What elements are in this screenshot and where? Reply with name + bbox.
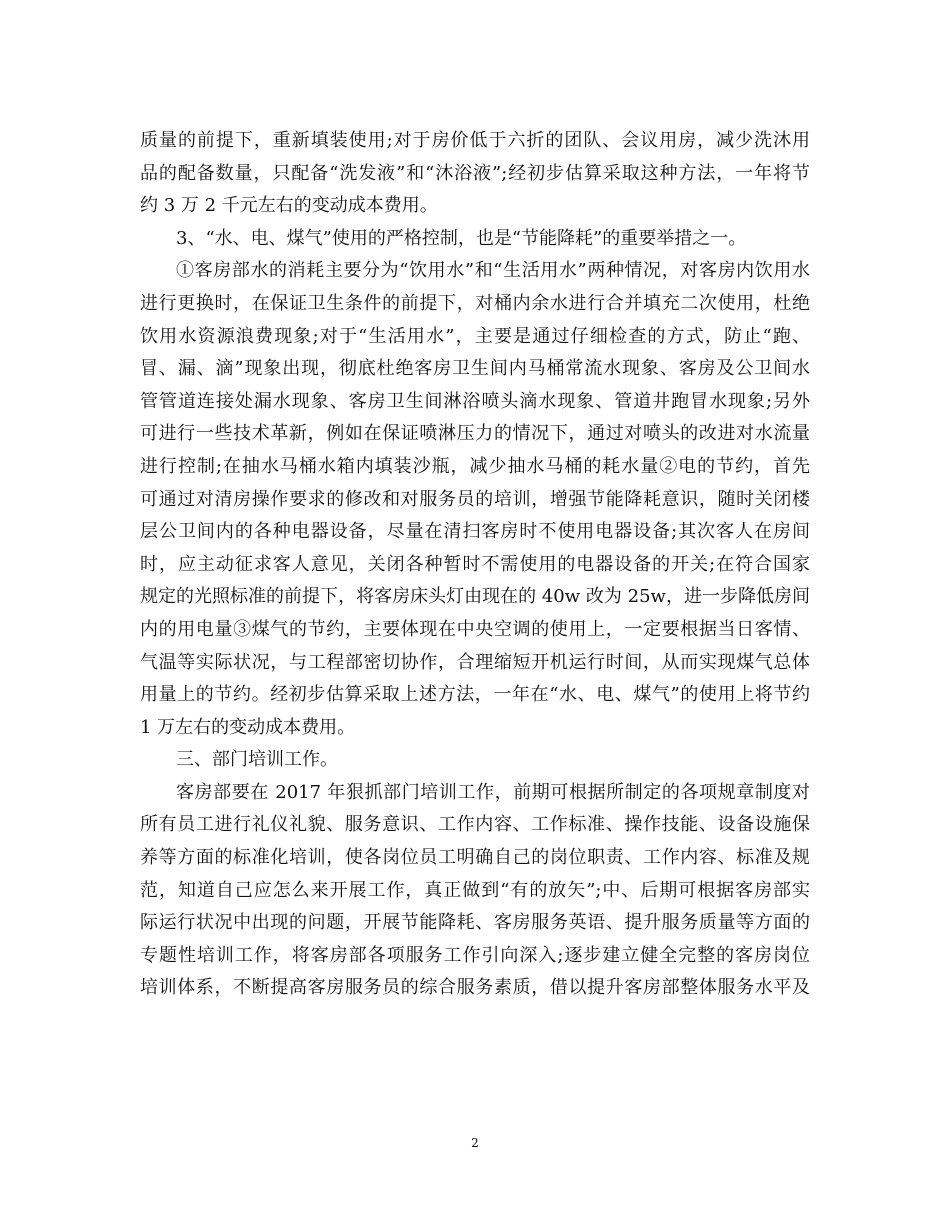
text-line: 层公卫间内的各种电器设备，尽量在清扫客房时不使用电器设备;其次客人在房间 — [140, 521, 810, 543]
text-line: 养等方面的标准化培训，使各岗位员工明确自己的岗位职责、工作内容、标准及规 — [140, 847, 810, 869]
page-number: 2 — [471, 1136, 479, 1150]
text-line: 内的用电量③煤气的节约，主要体现在中央空调的使用上，一定要根据当日客情、 — [140, 618, 810, 640]
text-line: 气温等实际状况，与工程部密切协作，合理缩短开机运行时间，从而实现煤气总体 — [140, 651, 810, 673]
text-line: 可进行一些技术革新，例如在保证喷淋压力的情况下，通过对喷头的改进对水流量 — [140, 423, 810, 445]
text-line: ①客房部水的消耗主要分为“饮用水”和“生活用水”两种情况，对客房内饮用水 — [176, 260, 810, 282]
text-line: 用量上的节约。经初步估算采取上述方法，一年在“水、电、煤气”的使用上将节约 — [140, 684, 810, 706]
text-line: 1 万左右的变动成本费用。 — [140, 716, 356, 738]
text-line: 客房部要在 2017 年狠抓部门培训工作，前期可根据所制定的各项规章制度对 — [176, 781, 810, 803]
text-line: 3、“水、电、煤气”使用的严格控制，也是“节能降耗”的重要举措之一。 — [176, 227, 747, 249]
text-line: 质量的前提下，重新填装使用;对于房价低于六折的团队、会议用房，减少洗沐用 — [140, 130, 810, 151]
text-line: 范，知道自己应怎么来开展工作，真正做到“有的放矢”;中、后期可根据客房部实 — [140, 879, 810, 901]
text-line: 品的配备数量，只配备“洗发液”和“沐浴液”;经初步估算采取这种方法，一年将节 — [140, 162, 810, 184]
body-text — [140, 125, 810, 1005]
text-line: 专题性培训工作，将客房部各项服务工作引向深入;逐步建立健全完整的客房岗位 — [140, 944, 810, 966]
text-line: 冒、漏、滴”现象出现，彻底杜绝客房卫生间内马桶常流水现象、客房及公卫间水 — [140, 358, 810, 380]
text-line: 进行更换时，在保证卫生条件的前提下，对桶内余水进行合并填充二次使用，杜绝 — [140, 292, 810, 314]
text-line: 饮用水资源浪费现象;对于“生活用水”，主要是通过仔细检查的方式，防止“跑、 — [140, 325, 810, 347]
text-line: 管管道连接处漏水现象、客房卫生间淋浴喷头滴水现象、管道井跑冒水现象;另外 — [140, 390, 810, 412]
text-line: 可通过对清房操作要求的修改和对服务员的培训，增强节能降耗意识，随时关闭楼 — [140, 488, 810, 510]
text-line: 进行控制;在抽水马桶水箱内填装沙瓶，减少抽水马桶的耗水量②电的节约，首先 — [140, 455, 810, 477]
section-heading: 三、部门培训工作。 — [176, 749, 338, 771]
text-line: 时，应主动征求客人意见，关闭各种暂时不需使用的电器设备的开关;在符合国家 — [140, 553, 810, 575]
text-line: 约 3 万 2 千元左右的变动成本费用。 — [140, 195, 438, 217]
text-line: 际运行状况中出现的问题，开展节能降耗、客房服务英语、提升服务质量等方面的 — [140, 912, 810, 934]
text-line: 所有员工进行礼仪礼貌、服务意识、工作内容、工作标准、操作技能、设备设施保 — [140, 814, 810, 836]
text-line: 规定的光照标准的前提下，将客房床头灯由现在的 40w 改为 25w，进一步降低房间 — [140, 586, 810, 608]
text-line: 培训体系，不断提高客房服务员的综合服务素质，借以提升客房部整体服务水平及 — [140, 977, 810, 999]
